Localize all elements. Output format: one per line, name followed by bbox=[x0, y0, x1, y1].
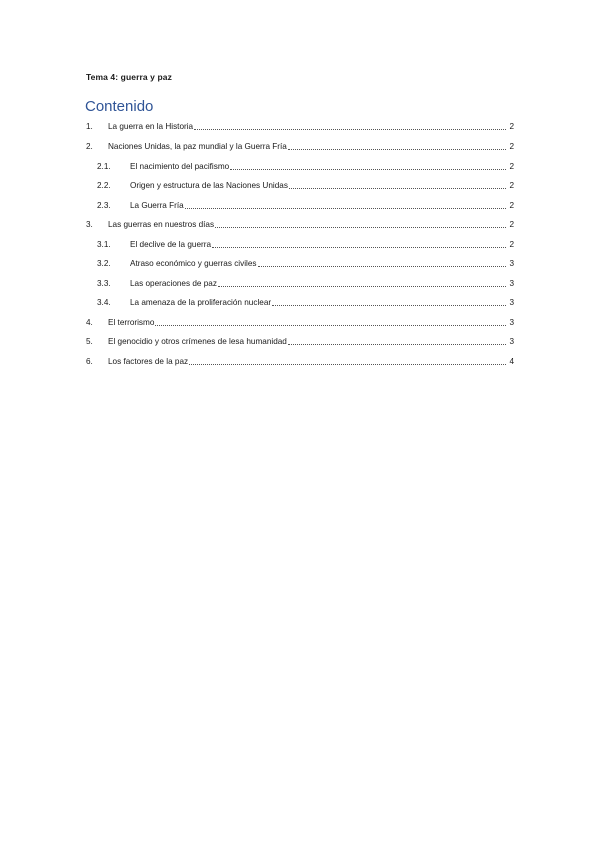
toc-entry-label: El declive de la guerra bbox=[130, 240, 212, 249]
toc-entry-page: 4 bbox=[509, 357, 514, 366]
toc-entry-page: 3 bbox=[509, 279, 514, 288]
toc-entry-label: Las guerras en nuestros días bbox=[108, 220, 215, 229]
toc-entry-page: 2 bbox=[509, 201, 514, 210]
toc-entry[interactable] bbox=[86, 336, 514, 348]
toc-entry-label: La Guerra Fría bbox=[130, 201, 184, 210]
toc-entry-number: 3.2. bbox=[97, 259, 111, 268]
toc-entry[interactable] bbox=[97, 258, 514, 270]
toc-entry-label: El genocidio y otros crímenes de lesa humanidad bbox=[108, 337, 287, 346]
toc-entry-label: Los factores de la paz bbox=[108, 357, 189, 366]
toc-entry-label: El nacimiento del pacifismo bbox=[130, 162, 230, 171]
toc-entry-page: 2 bbox=[509, 142, 514, 151]
toc-entry-label: Origen y estructura de las Naciones Unidas bbox=[130, 181, 288, 190]
toc-entry-number: 3.1. bbox=[97, 240, 111, 249]
toc-entry-number: 3.3. bbox=[97, 279, 111, 288]
dot-leader bbox=[212, 246, 506, 248]
toc-entry-label: La amenaza de la proliferación nuclear bbox=[130, 298, 272, 307]
toc-entry-page: 3 bbox=[509, 318, 514, 327]
toc-entry[interactable] bbox=[86, 121, 514, 133]
dot-leader bbox=[194, 128, 506, 130]
dot-leader bbox=[189, 363, 506, 365]
toc-entry-label: El terrorismo bbox=[108, 318, 155, 327]
toc-entry-number: 3. bbox=[86, 220, 93, 229]
dot-leader bbox=[288, 148, 506, 150]
toc-entry[interactable] bbox=[86, 141, 514, 153]
toc-entry[interactable] bbox=[86, 219, 514, 231]
toc-entry[interactable] bbox=[86, 356, 514, 368]
toc-entry-number: 2.3. bbox=[97, 201, 111, 210]
toc-entry[interactable] bbox=[97, 297, 514, 309]
toc-entry-number: 5. bbox=[86, 337, 93, 346]
dot-leader bbox=[155, 324, 506, 326]
toc-entry-page: 3 bbox=[509, 337, 514, 346]
dot-leader bbox=[289, 187, 506, 189]
toc-entry-page: 2 bbox=[509, 162, 514, 171]
toc-entry-page: 2 bbox=[509, 122, 514, 131]
toc-entry[interactable] bbox=[97, 180, 514, 192]
toc-entry[interactable] bbox=[97, 239, 514, 251]
toc-entry-page: 2 bbox=[509, 181, 514, 190]
dot-leader bbox=[258, 265, 506, 267]
dot-leader bbox=[185, 207, 506, 209]
toc-entry-number: 2.1. bbox=[97, 162, 111, 171]
toc-entry-number: 1. bbox=[86, 122, 93, 131]
toc-entry-label: Las operaciones de paz bbox=[130, 279, 217, 288]
toc-entry-label: Atraso económico y guerras civiles bbox=[130, 259, 257, 268]
toc-entry-number: 2.2. bbox=[97, 181, 111, 190]
toc-entry[interactable] bbox=[97, 278, 514, 290]
toc-entry-number: 4. bbox=[86, 318, 93, 327]
dot-leader bbox=[272, 304, 506, 306]
toc-entry-number: 2. bbox=[86, 142, 93, 151]
toc-heading: Contenido bbox=[85, 98, 154, 115]
toc-entry-number: 6. bbox=[86, 357, 93, 366]
toc-entry[interactable] bbox=[97, 200, 514, 212]
toc-entry-number: 3.4. bbox=[97, 298, 111, 307]
dot-leader bbox=[218, 285, 506, 287]
document-title: Tema 4: guerra y paz bbox=[86, 72, 172, 82]
toc-entry-page: 3 bbox=[509, 259, 514, 268]
toc-entry-page: 2 bbox=[509, 220, 514, 229]
dot-leader bbox=[230, 168, 506, 170]
dot-leader bbox=[215, 226, 506, 228]
toc-entry-label: Naciones Unidas, la paz mundial y la Guerra Fría bbox=[108, 142, 287, 151]
toc-entry-page: 2 bbox=[509, 240, 514, 249]
dot-leader bbox=[288, 343, 506, 345]
toc-entry-label: La guerra en la Historia bbox=[108, 122, 194, 131]
toc-entry-page: 3 bbox=[509, 298, 514, 307]
toc-entry[interactable] bbox=[86, 317, 514, 329]
toc-entry[interactable] bbox=[97, 161, 514, 173]
